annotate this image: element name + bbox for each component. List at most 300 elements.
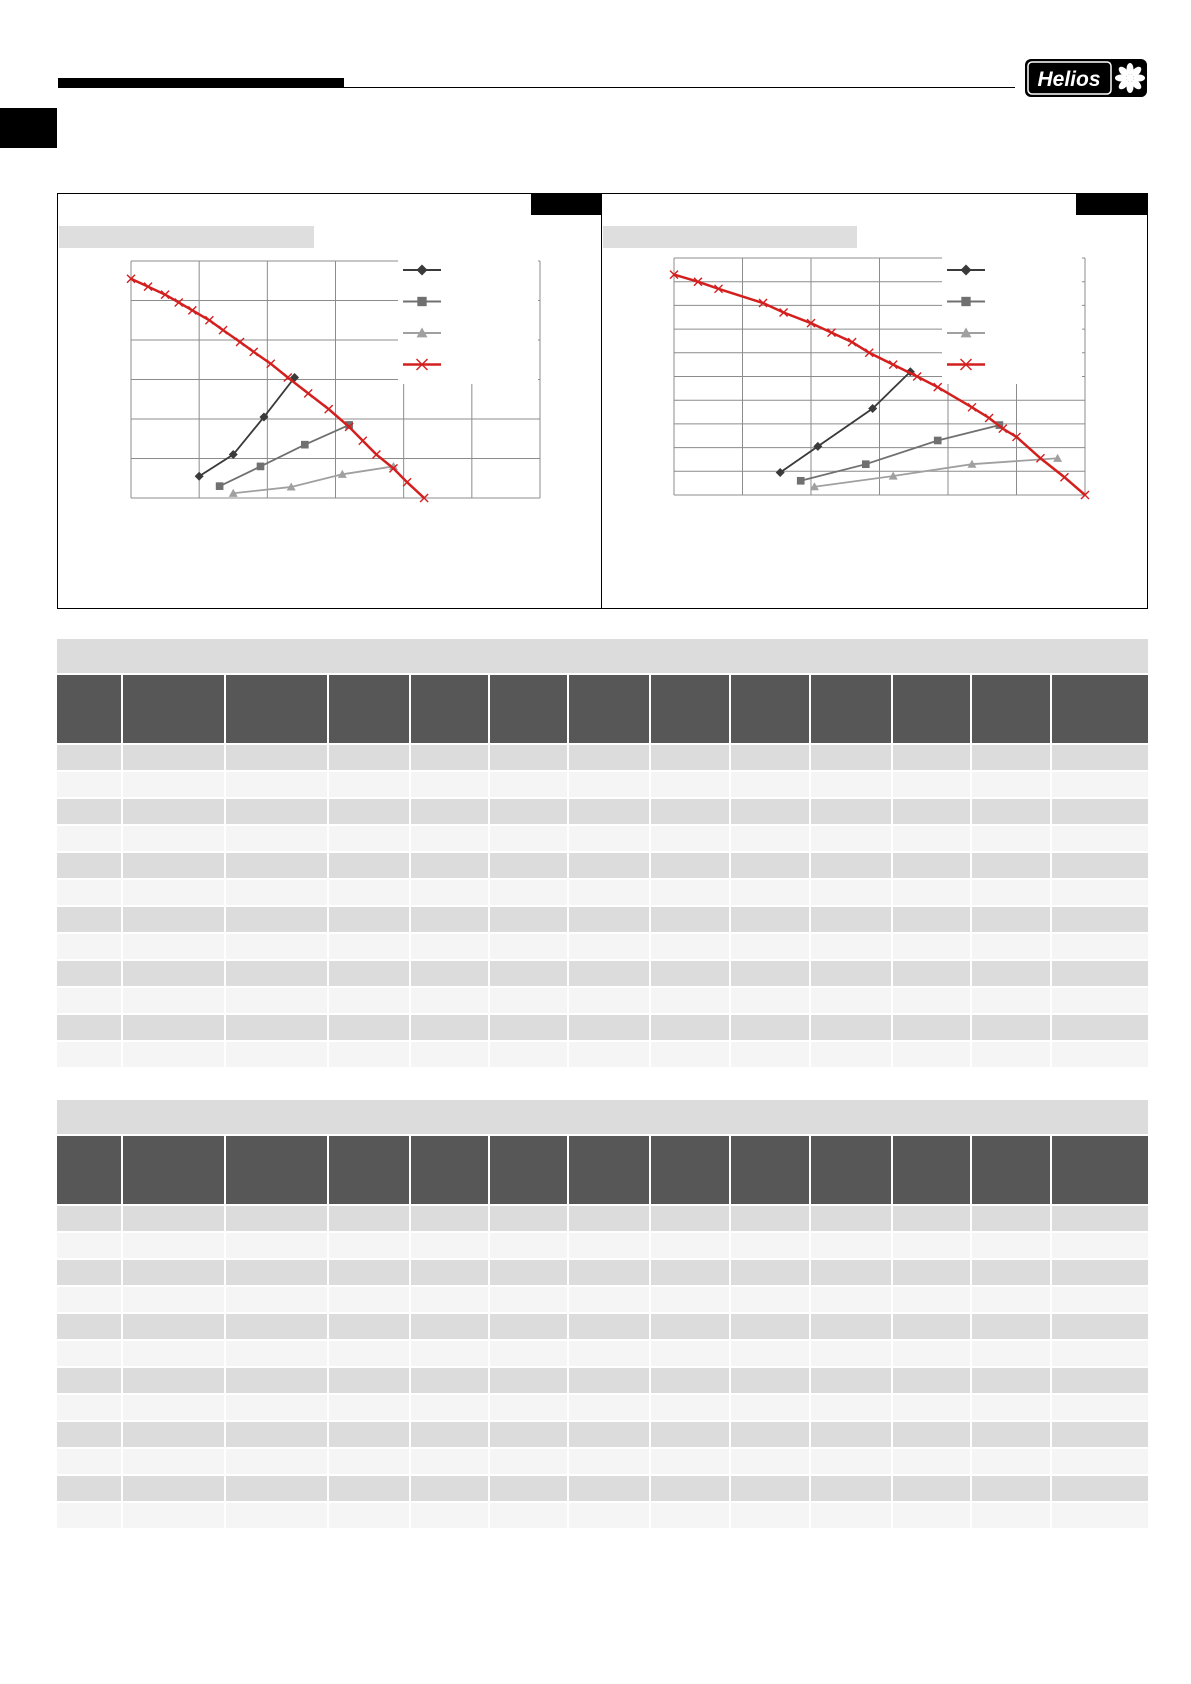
column-header	[411, 675, 488, 743]
table-cell	[226, 1206, 327, 1231]
table-cell	[569, 1015, 649, 1040]
table-cell	[490, 745, 568, 770]
table-cell	[651, 1503, 729, 1528]
table-cell	[972, 1260, 1050, 1285]
table-cell	[893, 880, 971, 905]
header-rule-thick	[58, 78, 344, 87]
table-cell	[1052, 772, 1148, 797]
table-cell	[329, 1395, 409, 1420]
table-cell	[411, 1015, 488, 1040]
table-row	[57, 1042, 1148, 1067]
table-cell	[1052, 961, 1148, 986]
table-row	[57, 1476, 1148, 1501]
column-header	[57, 675, 121, 743]
table-row	[57, 1015, 1148, 1040]
table-cell	[893, 1422, 971, 1447]
column-header	[811, 1136, 891, 1204]
table-cell	[893, 961, 971, 986]
table-cell	[569, 907, 649, 932]
performance-chart-right	[602, 194, 1149, 610]
table-cell	[226, 853, 327, 878]
table-cell	[731, 799, 809, 824]
table-cell	[490, 1422, 568, 1447]
table-cell	[731, 1042, 809, 1067]
table-cell	[1052, 988, 1148, 1013]
table-cell	[893, 1042, 971, 1067]
table-cell	[893, 1449, 971, 1474]
table-row	[57, 799, 1148, 824]
table-cell	[893, 772, 971, 797]
table-cell	[811, 1260, 891, 1285]
table-row	[57, 1449, 1148, 1474]
table-cell	[1052, 1422, 1148, 1447]
table-cell	[226, 1341, 327, 1366]
series-3	[229, 462, 398, 497]
table-cell	[811, 853, 891, 878]
table-cell	[411, 1287, 488, 1312]
table-cell	[123, 1449, 224, 1474]
table-cell	[1052, 1314, 1148, 1339]
table-cell	[569, 1395, 649, 1420]
table-cell	[411, 853, 488, 878]
table-cell	[893, 1233, 971, 1258]
table-cell	[893, 1368, 971, 1393]
table-cell	[811, 1287, 891, 1312]
table-cell	[1052, 907, 1148, 932]
table-cell	[226, 826, 327, 851]
column-header	[731, 1136, 809, 1204]
table-cell	[893, 1341, 971, 1366]
table-cell	[226, 1314, 327, 1339]
table-header-row	[57, 1136, 1148, 1204]
table-cell	[893, 988, 971, 1013]
column-header	[226, 675, 327, 743]
table-cell	[651, 880, 729, 905]
table-cell	[57, 745, 121, 770]
table-cell	[811, 907, 891, 932]
chart-panel-left	[57, 193, 603, 609]
table-cell	[569, 1368, 649, 1393]
data-point	[1060, 473, 1068, 481]
column-header	[329, 1136, 409, 1204]
table-cell	[57, 880, 121, 905]
table-cell	[651, 1449, 729, 1474]
table-cell	[490, 772, 568, 797]
table-cell	[651, 988, 729, 1013]
table-cell	[731, 961, 809, 986]
table-cell	[651, 1341, 729, 1366]
table-cell	[226, 1422, 327, 1447]
table-cell	[569, 1042, 649, 1067]
table-grid	[55, 1134, 1150, 1530]
table-row	[57, 1260, 1148, 1285]
chart-panel-right	[601, 193, 1148, 609]
table-cell	[893, 1260, 971, 1285]
table-cell	[226, 988, 327, 1013]
table-cell	[123, 988, 224, 1013]
series-3	[810, 454, 1062, 491]
table-cell	[123, 880, 224, 905]
table-cell	[411, 1503, 488, 1528]
column-header	[569, 1136, 649, 1204]
table-cell	[731, 1233, 809, 1258]
table-cell	[329, 1476, 409, 1501]
table-cell	[123, 772, 224, 797]
table-cell	[972, 772, 1050, 797]
table-cell	[1052, 745, 1148, 770]
table-cell	[893, 934, 971, 959]
table-cell	[731, 1395, 809, 1420]
table-cell	[226, 1042, 327, 1067]
table-cell	[1052, 1476, 1148, 1501]
table-cell	[731, 880, 809, 905]
table-cell	[811, 826, 891, 851]
data-point	[301, 441, 309, 449]
table-cell	[57, 1042, 121, 1067]
table-cell	[329, 799, 409, 824]
table-cell	[569, 772, 649, 797]
table-cell	[123, 1395, 224, 1420]
table-cell	[1052, 1287, 1148, 1312]
table-cell	[490, 826, 568, 851]
table-cell	[57, 853, 121, 878]
table-cell	[569, 745, 649, 770]
table-cell	[972, 1314, 1050, 1339]
table-row	[57, 1395, 1148, 1420]
table-cell	[411, 1476, 488, 1501]
table-cell	[972, 988, 1050, 1013]
data-point	[417, 297, 426, 306]
table-cell	[123, 1314, 224, 1339]
table-cell	[569, 1287, 649, 1312]
table-row	[57, 880, 1148, 905]
table-cell	[811, 1015, 891, 1040]
table-cell	[731, 1341, 809, 1366]
table-cell	[411, 1341, 488, 1366]
table-cell	[411, 1422, 488, 1447]
table-cell	[226, 934, 327, 959]
table-cell	[57, 1395, 121, 1420]
table-cell	[972, 1395, 1050, 1420]
column-header	[411, 1136, 488, 1204]
table-cell	[811, 1314, 891, 1339]
table-cell	[893, 826, 971, 851]
data-point	[862, 460, 870, 468]
table-cell	[651, 1206, 729, 1231]
table-cell	[123, 1368, 224, 1393]
table-cell	[411, 907, 488, 932]
table-cell	[811, 1395, 891, 1420]
table-cell	[329, 1042, 409, 1067]
header-rule-thin	[58, 87, 1015, 88]
data-table-2	[57, 1100, 1148, 1530]
table-cell	[123, 1233, 224, 1258]
table-cell	[972, 799, 1050, 824]
table-cell	[651, 1476, 729, 1501]
table-cell	[490, 1260, 568, 1285]
table-cell	[226, 1287, 327, 1312]
column-header	[893, 675, 971, 743]
table-cell	[731, 1206, 809, 1231]
table-row	[57, 826, 1148, 851]
table-cell	[329, 988, 409, 1013]
table-cell	[811, 1206, 891, 1231]
table-cell	[123, 1287, 224, 1312]
table-row	[57, 988, 1148, 1013]
table-cell	[226, 1368, 327, 1393]
table-cell	[123, 1503, 224, 1528]
table-cell	[329, 1206, 409, 1231]
table-cell	[1052, 1015, 1148, 1040]
series-3-line	[233, 466, 393, 493]
column-header	[731, 675, 809, 743]
series-2-line	[801, 425, 1000, 481]
table-cell	[1052, 934, 1148, 959]
table-cell	[651, 1015, 729, 1040]
table-cell	[1052, 1042, 1148, 1067]
table-cell	[226, 799, 327, 824]
table-header-row	[57, 675, 1148, 743]
table-cell	[1052, 826, 1148, 851]
table-cell	[569, 1260, 649, 1285]
table-row	[57, 1503, 1148, 1528]
series-4-line	[131, 279, 424, 498]
table-cell	[972, 1042, 1050, 1067]
table-cell	[811, 745, 891, 770]
table-cell	[651, 1042, 729, 1067]
table-cell	[972, 1341, 1050, 1366]
data-point	[195, 472, 204, 481]
table-cell	[972, 961, 1050, 986]
table-cell	[972, 880, 1050, 905]
table-cell	[893, 1314, 971, 1339]
table-cell	[811, 1042, 891, 1067]
data-point	[934, 383, 942, 391]
column-header	[490, 675, 568, 743]
table-cell	[123, 1422, 224, 1447]
data-point	[961, 297, 970, 306]
table-cell	[811, 1449, 891, 1474]
table-cell	[411, 934, 488, 959]
column-header	[329, 675, 409, 743]
table-cell	[972, 1015, 1050, 1040]
column-header	[569, 675, 649, 743]
table-cell	[123, 1476, 224, 1501]
data-point	[219, 326, 227, 334]
table-cell	[329, 1503, 409, 1528]
table-cell	[569, 880, 649, 905]
table-cell	[651, 799, 729, 824]
series-1-line	[199, 378, 294, 477]
table-cell	[57, 1260, 121, 1285]
table-cell	[329, 961, 409, 986]
data-point	[267, 360, 275, 368]
table-cell	[226, 1260, 327, 1285]
table-cell	[226, 1476, 327, 1501]
table-cell	[329, 907, 409, 932]
series-1	[776, 367, 915, 477]
table-cell	[490, 1368, 568, 1393]
table-cell	[811, 934, 891, 959]
table-cell	[972, 1233, 1050, 1258]
table-cell	[411, 1368, 488, 1393]
table-cell	[329, 1341, 409, 1366]
table-cell	[57, 1449, 121, 1474]
column-header	[972, 1136, 1050, 1204]
data-point	[257, 463, 265, 471]
table-cell	[893, 1287, 971, 1312]
table-cell	[1052, 853, 1148, 878]
table-cell	[57, 1233, 121, 1258]
table-cell	[1052, 880, 1148, 905]
data-point	[985, 414, 993, 422]
table-cell	[57, 1368, 121, 1393]
table-cell	[893, 1206, 971, 1231]
data-table-1	[57, 639, 1148, 1069]
table-row	[57, 961, 1148, 986]
table-cell	[811, 1503, 891, 1528]
table-cell	[411, 826, 488, 851]
table-cell	[411, 880, 488, 905]
table-row	[57, 1341, 1148, 1366]
table-cell	[490, 1233, 568, 1258]
table-cell	[1052, 1449, 1148, 1474]
table-cell	[972, 1476, 1050, 1501]
table-row	[57, 1233, 1148, 1258]
table-cell	[57, 907, 121, 932]
table-cell	[329, 1422, 409, 1447]
table-cell	[811, 1476, 891, 1501]
table-cell	[411, 1395, 488, 1420]
table-cell	[329, 1015, 409, 1040]
table-cell	[893, 799, 971, 824]
table-cell	[811, 1341, 891, 1366]
table-cell	[411, 988, 488, 1013]
table-cell	[972, 934, 1050, 959]
table-row	[57, 853, 1148, 878]
table-cell	[329, 1368, 409, 1393]
table-cell	[569, 1503, 649, 1528]
table-cell	[123, 1042, 224, 1067]
table-cell	[569, 1206, 649, 1231]
table-cell	[411, 1233, 488, 1258]
table-cell	[411, 1206, 488, 1231]
table-cell	[57, 1422, 121, 1447]
data-point	[359, 437, 367, 445]
chapter-tab	[0, 108, 57, 148]
column-header	[893, 1136, 971, 1204]
table-cell	[731, 1476, 809, 1501]
table-cell	[329, 853, 409, 878]
table-cell	[731, 988, 809, 1013]
table-cell	[226, 1015, 327, 1040]
table-cell	[731, 1422, 809, 1447]
table-cell	[490, 853, 568, 878]
table-cell	[651, 1287, 729, 1312]
table-cell	[490, 907, 568, 932]
table-cell	[226, 907, 327, 932]
performance-chart-left	[58, 194, 604, 610]
data-point	[175, 298, 183, 306]
table-cell	[569, 1341, 649, 1366]
table-cell	[731, 1449, 809, 1474]
table-cell	[123, 907, 224, 932]
column-header	[123, 675, 224, 743]
table-cell	[411, 799, 488, 824]
table-cell	[411, 1314, 488, 1339]
table-cell	[490, 988, 568, 1013]
table-cell	[651, 934, 729, 959]
table-cell	[651, 1395, 729, 1420]
table-cell	[569, 799, 649, 824]
data-point	[205, 316, 213, 324]
table-cell	[329, 1287, 409, 1312]
table-cell	[972, 853, 1050, 878]
table-cell	[411, 1449, 488, 1474]
table-cell	[490, 1015, 568, 1040]
table-cell	[490, 1449, 568, 1474]
table-cell	[490, 934, 568, 959]
table-row	[57, 907, 1148, 932]
table-row	[57, 772, 1148, 797]
table-cell	[972, 1368, 1050, 1393]
table-cell	[811, 1422, 891, 1447]
data-point	[1036, 454, 1044, 462]
table-cell	[569, 1314, 649, 1339]
table-cell	[569, 1476, 649, 1501]
data-point	[372, 451, 380, 459]
table-cell	[57, 799, 121, 824]
table-cell	[731, 1503, 809, 1528]
table-row	[57, 934, 1148, 959]
column-header	[57, 1136, 121, 1204]
table-cell	[329, 1449, 409, 1474]
table-cell	[651, 1233, 729, 1258]
helios-logo	[1024, 58, 1148, 98]
table-cell	[811, 880, 891, 905]
table-cell	[893, 745, 971, 770]
table-cell	[57, 772, 121, 797]
table-cell	[226, 961, 327, 986]
table-cell	[972, 907, 1050, 932]
table-cell	[893, 1015, 971, 1040]
table-cell	[893, 1503, 971, 1528]
table-cell	[57, 961, 121, 986]
table-cell	[57, 1015, 121, 1040]
table-cell	[651, 826, 729, 851]
table-cell	[569, 988, 649, 1013]
table-cell	[972, 1206, 1050, 1231]
table-cell	[490, 1395, 568, 1420]
series-1-line	[780, 372, 910, 473]
table-cell	[490, 1476, 568, 1501]
table-cell	[329, 934, 409, 959]
data-point	[325, 405, 333, 413]
table-cell	[1052, 1260, 1148, 1285]
table-cell	[411, 745, 488, 770]
data-point	[188, 306, 196, 314]
table-cell	[57, 988, 121, 1013]
table-cell	[569, 1449, 649, 1474]
table-cell	[329, 745, 409, 770]
table-cell	[411, 961, 488, 986]
table-cell	[569, 934, 649, 959]
table-cell	[731, 772, 809, 797]
column-header	[1052, 675, 1148, 743]
table-cell	[972, 745, 1050, 770]
table-row	[57, 1422, 1148, 1447]
table-cell	[972, 826, 1050, 851]
